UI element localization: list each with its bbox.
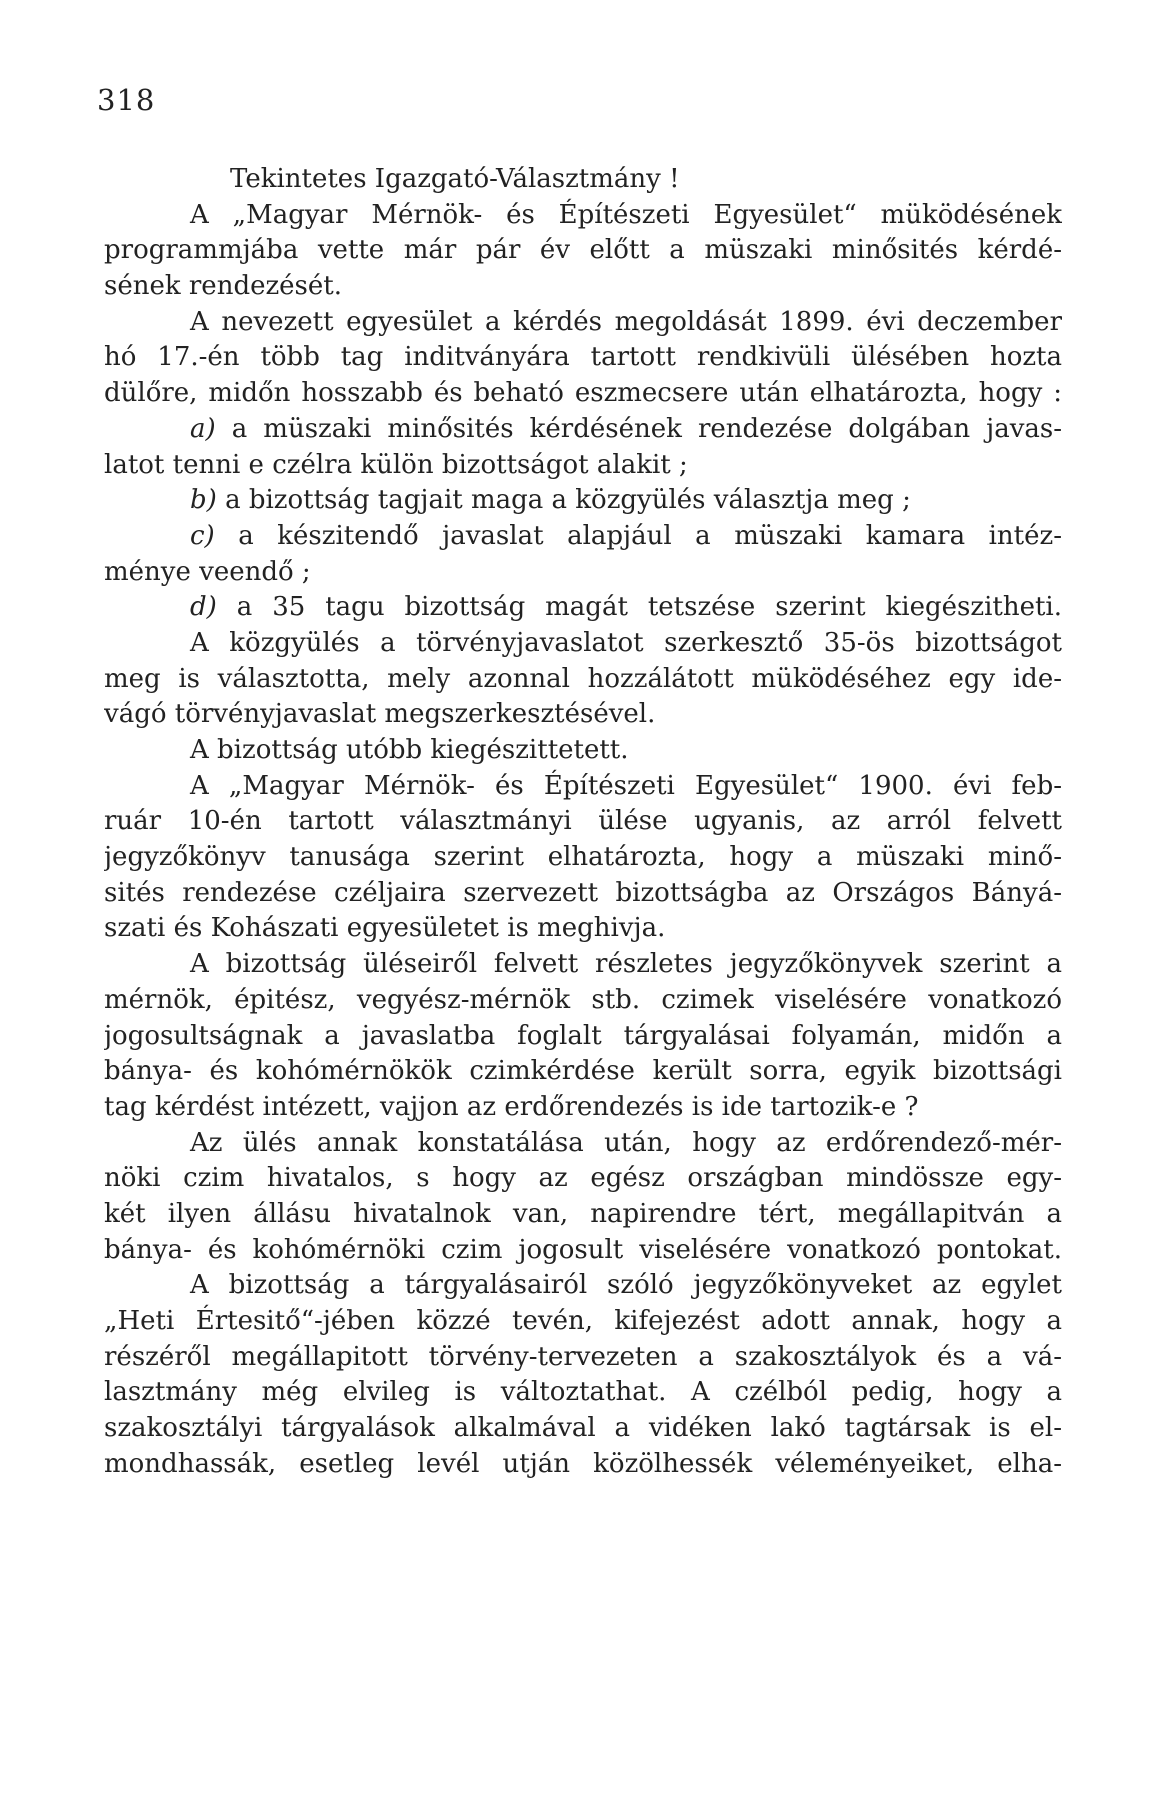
text-line <box>104 1161 1062 1197</box>
line-text: vágó törvényjavaslat megszerkesztésével. <box>104 699 656 730</box>
text-line <box>104 697 1062 733</box>
text-line <box>104 1197 1062 1233</box>
text-line <box>104 376 1062 412</box>
text-line <box>104 340 1062 376</box>
line-text: sités rendezése czéljaira szervezett bizottságba az Országos Bányá- <box>104 877 1062 908</box>
list-marker: d) <box>190 592 217 623</box>
text-line <box>104 626 1062 662</box>
text-line <box>104 305 1062 341</box>
line-text: Tekintetes Igazgató-Választmány ! <box>230 164 680 194</box>
text-line <box>104 198 1062 234</box>
text-line <box>104 769 1062 805</box>
line-text: a bizottság tagjait maga a közgyülés választja meg ; <box>225 485 911 516</box>
line-text: hó 17.-én több tag inditványára tartott rendkivüli ülésében hozta <box>104 342 1062 373</box>
list-marker: a) <box>190 413 216 444</box>
line-text: „Heti Értesitő“-jében közzé tevén, kifejezést adott annak, hogy a <box>104 1306 1062 1336</box>
line-text: mérnök, épitész, vegyész-mérnök stb. czimek viselésére vonatkozó <box>104 984 1062 1015</box>
list-marker: c) <box>190 520 215 551</box>
body-text <box>104 162 1062 1482</box>
text-line <box>104 876 1062 912</box>
line-text: A bizottság utóbb kiegészittetett. <box>190 735 629 765</box>
line-text: dülőre, midőn hosszabb és beható eszmecsere után elhatározta, hogy : <box>104 378 1062 409</box>
line-text: A bizottság üléseiről felvett részletes jegyzőkönyvek szerint a <box>190 949 1062 980</box>
text-line <box>104 804 1062 840</box>
line-text: ménye veendő ; <box>104 556 311 587</box>
line-text: lasztmány még elvileg is változtathat. A czélból pedig, hogy a <box>104 1377 1062 1408</box>
line-text: bánya- és kohómérnökök czimkérdése került sorra, egyik bizottsági <box>104 1056 1062 1087</box>
text-line <box>104 1054 1062 1090</box>
line-text: a müszaki minősités kérdésének rendezése dolgában javas- <box>231 413 1062 444</box>
line-text: jegyzőkönyv tanusága szerint elhatározta, hogy a müszaki minő- <box>104 842 1062 873</box>
text-line <box>104 1233 1062 1269</box>
text-line <box>104 1411 1062 1447</box>
line-text: tag kérdést intézett, vajjon az erdőrendezés is ide tartozik-e ? <box>104 1091 919 1122</box>
text-line <box>104 269 1062 305</box>
text-line <box>104 1340 1062 1376</box>
line-text: mondhassák, esetleg levél utján közölhessék véleményeiket, elha- <box>104 1448 1062 1479</box>
text-line <box>104 162 1062 198</box>
text-line <box>104 733 1062 769</box>
text-line <box>104 947 1062 983</box>
list-item-line <box>104 519 1062 555</box>
line-text: nöki czim hivatalos, s hogy az egész országban mindössze egy- <box>104 1163 1062 1194</box>
text-line <box>104 1375 1062 1411</box>
text-line <box>104 662 1062 698</box>
text-line <box>104 555 1062 591</box>
text-line <box>104 233 1062 269</box>
line-text: A „Magyar Mérnök- és Építészeti Egyesület“ 1900. évi feb- <box>190 770 1062 801</box>
line-text: sének rendezését. <box>104 271 342 302</box>
list-item-line <box>104 590 1062 626</box>
text-line <box>104 983 1062 1019</box>
list-marker: b) <box>190 485 217 516</box>
line-text: bánya- és kohómérnöki czim jogosult viselésére vonatkozó pontokat. <box>104 1234 1062 1265</box>
text-line <box>104 840 1062 876</box>
line-text: szati és Kohászati egyesületet is meghivja. <box>104 913 666 944</box>
page-number: 318 <box>97 83 156 117</box>
text-line <box>104 1447 1062 1483</box>
text-line <box>104 1304 1062 1340</box>
line-text: szakosztályi tárgyalások alkalmával a vidéken lakó tagtársak is el- <box>104 1413 1062 1444</box>
line-text: A bizottság a tárgyalásairól szóló jegyzőkönyveket az egylet <box>190 1270 1062 1301</box>
line-text: A nevezett egyesület a kérdés megoldását 1899. évi deczember <box>190 306 1062 337</box>
line-text: A közgyülés a törvényjavaslatot szerkesztő 35-ös bizottságot <box>190 627 1062 658</box>
text-line <box>104 911 1062 947</box>
line-text: A „Magyar Mérnök- és Építészeti Egyesület“ müködésének <box>190 199 1062 230</box>
line-text: meg is választotta, mely azonnal hozzálátott müködéséhez egy ide- <box>104 663 1062 694</box>
line-text: jogosultságnak a javaslatba foglalt tárgyalásai folyamán, midőn a <box>104 1020 1062 1051</box>
list-item-line <box>104 412 1062 448</box>
line-text: ruár 10-én tartott választmányi ülése ugyanis, az arról felvett <box>104 806 1062 837</box>
line-text: programmjába vette már pár év előtt a müszaki minősités kérdé- <box>104 235 1062 266</box>
text-line <box>104 448 1062 484</box>
text-line <box>104 1268 1062 1304</box>
list-item-line <box>104 483 1062 519</box>
line-text: latot tenni e czélra külön bizottságot alakit ; <box>104 449 688 480</box>
line-text: a készitendő javaslat alapjául a müszaki kamara intéz- <box>238 520 1062 551</box>
line-text: két ilyen állásu hivatalnok van, napirendre tért, megállapitván a <box>104 1198 1062 1229</box>
line-text: Az ülés annak konstatálása után, hogy az erdőrendező-mér- <box>190 1127 1062 1158</box>
line-text: részéről megállapitott törvény-tervezeten a szakosztályok és a vá- <box>104 1341 1062 1372</box>
line-text: a 35 tagu bizottság magát tetszése szerint kiegészitheti. <box>236 592 1062 623</box>
text-line <box>104 1126 1062 1162</box>
text-line <box>104 1019 1062 1055</box>
text-line <box>104 1090 1062 1126</box>
